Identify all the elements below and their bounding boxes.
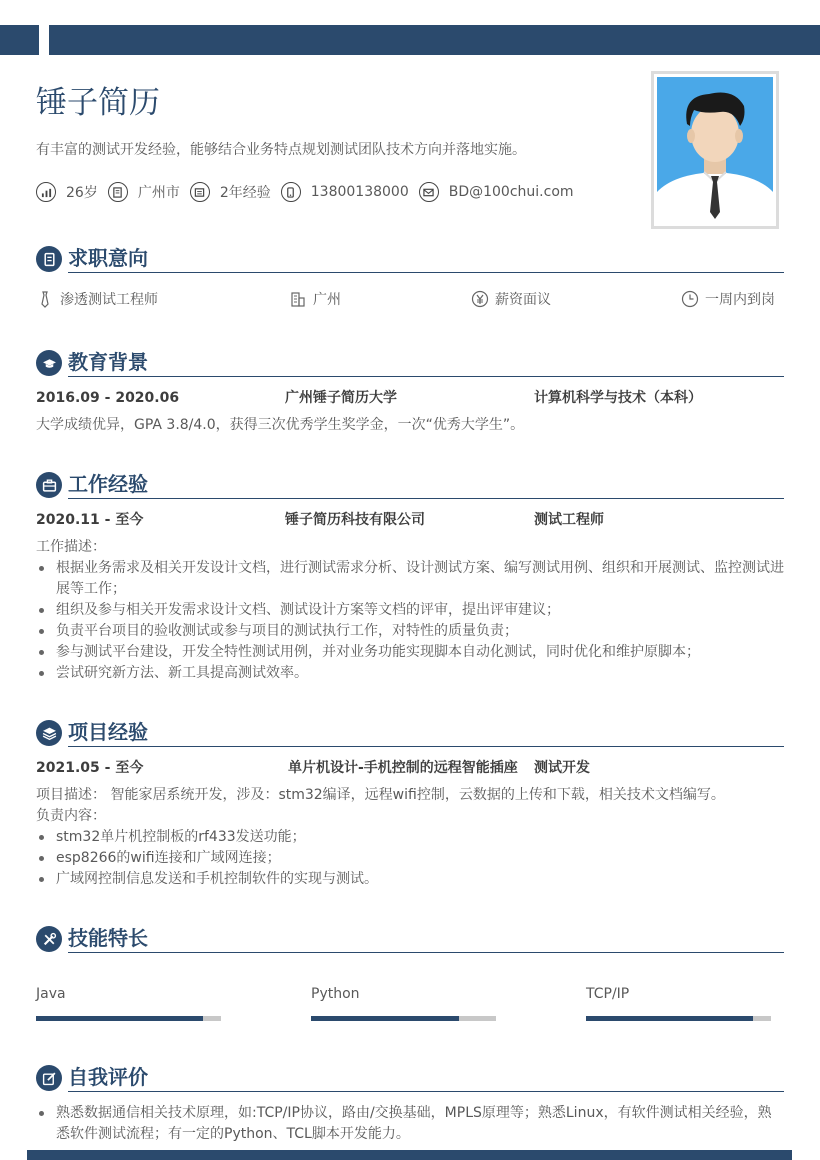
education-major: 计算机科学与技术（本科） (534, 390, 702, 406)
basic-info-row (36, 180, 584, 204)
skill-bar-fill (586, 1016, 753, 1021)
education-period: 2016.09 - 2020.06 (36, 390, 180, 406)
skill-name: Python (311, 986, 360, 1002)
info-email-text: BD@100chui.com (448, 184, 574, 200)
skill-bar-fill (36, 1016, 203, 1021)
skill-bar-fill (311, 1016, 459, 1021)
list-item: stm32单片机控制板的rf433发送功能； (36, 827, 784, 848)
education-description: 大学成绩优异，GPA 3.8/4.0，获得三次优秀学生奖学金，一次“优秀大学生”。 (36, 417, 525, 433)
top-accent-bar (49, 25, 820, 55)
clock-icon (681, 290, 699, 308)
project-period: 2021.05 - 至今 (36, 760, 144, 776)
intent-salary (471, 288, 551, 310)
intent-position (36, 288, 158, 310)
intent-arrival (681, 288, 775, 310)
info-age-text: 26岁 (66, 185, 98, 201)
graduation-cap-icon (36, 350, 62, 376)
section-title: 自我评价 (68, 1065, 148, 1089)
tools-icon (36, 926, 62, 952)
section-title: 技能特长 (68, 926, 148, 950)
work-period: 2020.11 - 至今 (36, 512, 144, 528)
section-divider (68, 376, 784, 377)
intent-position-text: 渗透测试工程师 (60, 292, 158, 308)
info-phone-text: 13800138000 (310, 184, 409, 200)
education-school: 广州锤子简历大学 (285, 390, 397, 406)
list-item: 根据业务需求及相关开发设计文档，进行测试需求分析、设计测试方案、编写测试用例、组织和开展测试、监控测试进展等工作； (36, 558, 784, 600)
section-self (36, 1062, 784, 1092)
section-divider (68, 272, 784, 273)
info-location-text: 广州市 (137, 185, 180, 201)
phone-icon (281, 182, 301, 202)
intent-city-text: 广州 (313, 292, 341, 308)
work-duty-list (36, 558, 784, 684)
section-title: 项目经验 (68, 720, 148, 744)
age-icon (36, 182, 56, 202)
skill-python (311, 984, 496, 1004)
info-phone (281, 182, 409, 202)
section-divider (68, 952, 784, 953)
work-role: 测试工程师 (534, 512, 604, 528)
section-skills (36, 923, 784, 953)
skill-bar-track (586, 1016, 771, 1021)
intent-arrival-text: 一周内到岗 (705, 292, 775, 308)
info-experience-text: 2年经验 (219, 185, 271, 201)
info-age (36, 182, 98, 202)
skill-bar-track (311, 1016, 496, 1021)
work-desc-label: 工作描述： (36, 539, 106, 555)
section-education (36, 347, 784, 377)
intent-city (289, 288, 341, 310)
list-item: esp8266的wifi连接和广域网连接； (36, 848, 784, 869)
section-title: 求职意向 (68, 246, 148, 270)
intent-salary-text: 薪资面议 (495, 292, 551, 308)
info-location (108, 182, 180, 202)
section-work (36, 469, 784, 499)
info-email (419, 182, 574, 202)
section-divider (68, 498, 784, 499)
list-item: 参与测试平台建设，开发全特性测试用例，并对业务功能实现脚本自动化测试，同时优化和维护原脚本； (36, 642, 784, 663)
project-resp-label: 负责内容： (36, 808, 106, 824)
list-item: 尝试研究新方法、新工具提高测试效率。 (36, 663, 784, 684)
location-icon (108, 182, 128, 202)
project-duty-list (36, 827, 784, 890)
edit-icon (36, 1065, 62, 1091)
tie-icon (36, 290, 54, 308)
education-row (36, 388, 784, 408)
work-company: 锤子简历科技有限公司 (285, 512, 425, 528)
intent-row (36, 288, 784, 310)
list-item: 负责平台项目的验收测试或参与项目的测试执行工作，对特性的质量负责； (36, 621, 784, 642)
work-row (36, 510, 784, 530)
intent-section-icon (36, 246, 62, 272)
skill-name: Java (36, 986, 66, 1002)
section-title: 工作经验 (68, 472, 148, 496)
section-divider (68, 746, 784, 747)
section-intent (36, 243, 784, 273)
bottom-accent-bar (27, 1150, 792, 1160)
profile-photo (651, 71, 779, 229)
experience-icon (190, 182, 210, 202)
skill-tcpip (586, 984, 771, 1004)
list-item: 组织及参与相关开发需求设计文档、测试设计方案等文档的评审，提出评审建议； (36, 600, 784, 621)
section-divider (68, 1091, 784, 1092)
list-item: 熟悉数据通信相关技术原理，如:TCP/IP协议，路由/交换基础，MPLS原理等；熟悉Linux，有软件测试相关经验，熟悉软件测试流程；有一定的Python、TCL脚本开发能力。 (36, 1103, 784, 1145)
info-experience (190, 182, 271, 202)
skill-name: TCP/IP (586, 986, 630, 1002)
list-item: 广域网控制信息发送和手机控制软件的实现与测试。 (36, 869, 784, 890)
project-role: 测试开发 (534, 760, 590, 776)
email-icon (419, 182, 439, 202)
self-evaluation-list (36, 1103, 784, 1145)
section-title: 教育背景 (68, 350, 148, 374)
resume-name: 锤子简历 (36, 85, 160, 121)
section-project (36, 717, 784, 747)
layers-icon (36, 720, 62, 746)
project-name: 单片机设计-手机控制的远程智能插座 (288, 760, 518, 776)
project-row (36, 758, 784, 778)
briefcase-icon (36, 472, 62, 498)
building-icon (289, 290, 307, 308)
resume-summary: 有丰富的测试开发经验，能够结合业务特点规划测试团队技术方向并落地实施。 (36, 142, 526, 158)
skill-java (36, 984, 221, 1004)
yen-icon (471, 290, 489, 308)
skill-bar-track (36, 1016, 221, 1021)
top-accent-bar-left (0, 25, 39, 55)
project-description: 项目描述： 智能家居系统开发，涉及：stm32编译，远程wifi控制，云数据的上传和下载，相关技术文档编写。 (36, 787, 725, 803)
